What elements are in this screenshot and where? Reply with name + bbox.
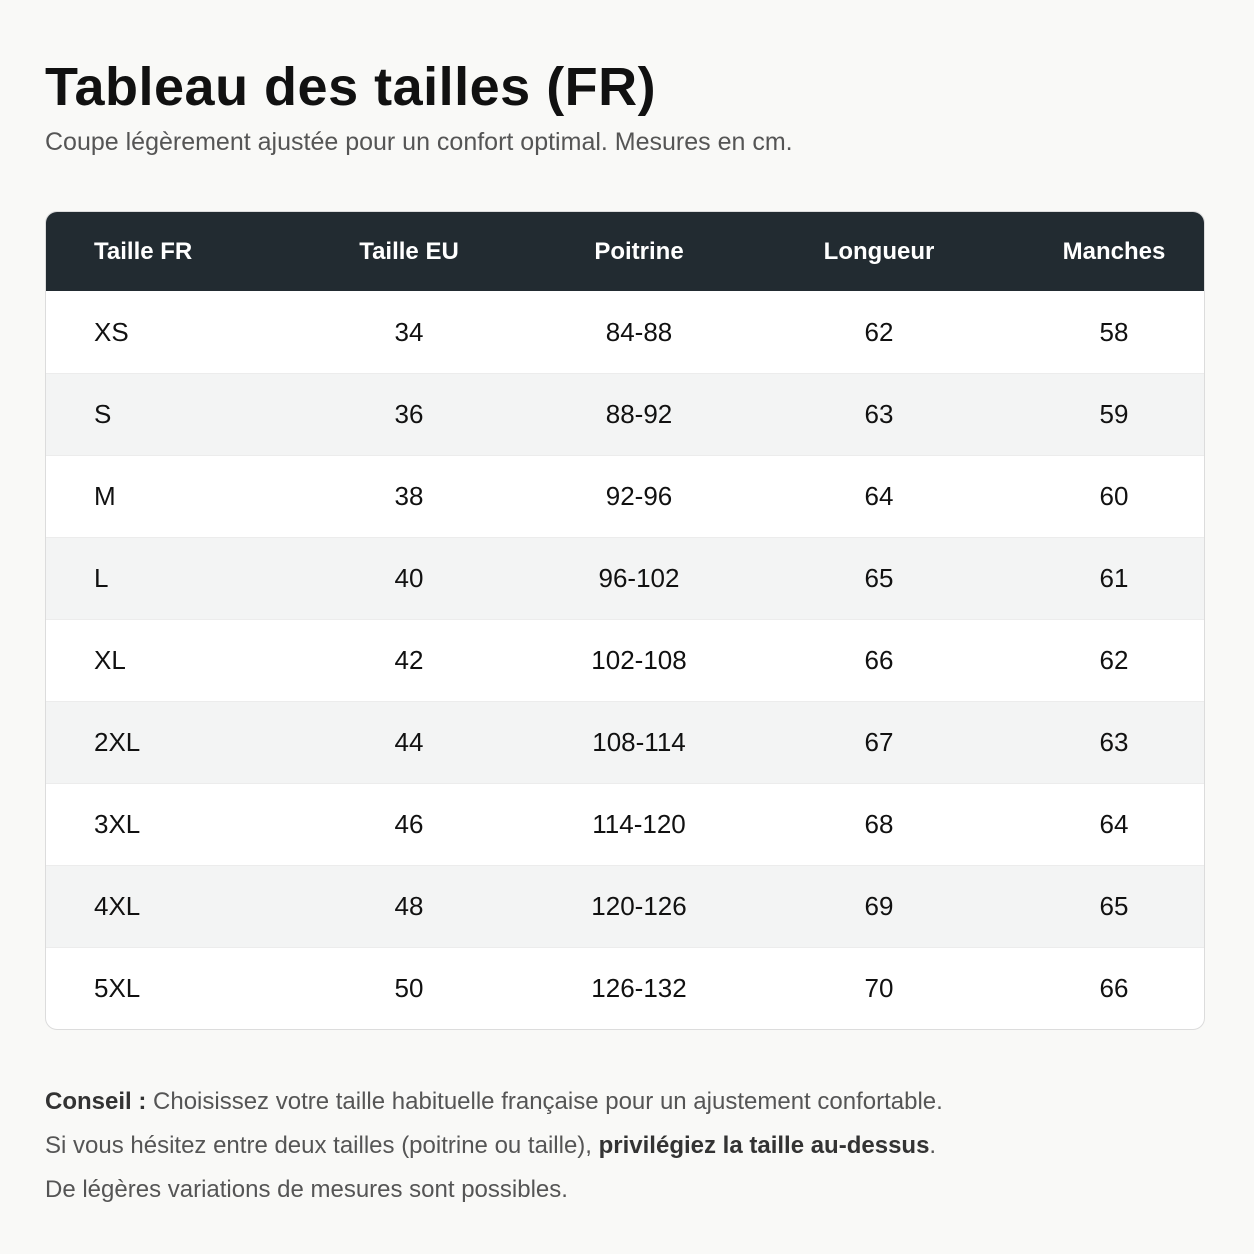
- header-longueur: Longueur: [823, 237, 935, 265]
- page-subtitle: Coupe légèrement ajustée pour un confort optimal. Mesures en cm.: [45, 128, 793, 156]
- cell-taille-fr: XS: [94, 316, 129, 347]
- cell-manches: 62: [1099, 645, 1129, 675]
- size-table: [45, 211, 1205, 1030]
- cell-longueur: 62: [864, 316, 894, 347]
- cell-longueur: 67: [864, 727, 894, 757]
- advice-text: Choisissez votre taille habituelle française pour un ajustement confortable.: [146, 1088, 943, 1115]
- cell-taille-fr: 5XL: [94, 973, 141, 1003]
- table-row: [46, 783, 1204, 865]
- cell-longueur: 63: [864, 399, 894, 429]
- size-advice-notes: [45, 1080, 943, 1212]
- cell-taille-fr: XL: [94, 645, 126, 675]
- cell-poitrine: 92-96: [605, 481, 673, 511]
- advice-line-3: [45, 1168, 943, 1212]
- advice-emphasis: privilégiez la taille au-dessus: [598, 1132, 930, 1159]
- cell-taille-eu: 34: [394, 316, 424, 347]
- table-row: [46, 619, 1204, 701]
- table-row: [46, 455, 1204, 537]
- cell-manches: 60: [1099, 481, 1129, 511]
- advice-label: Conseil :: [45, 1088, 147, 1115]
- cell-manches: 63: [1099, 727, 1129, 757]
- table-row: [46, 701, 1204, 783]
- table-row: [46, 865, 1204, 947]
- cell-taille-eu: 48: [394, 891, 424, 921]
- cell-taille-fr: 3XL: [94, 809, 141, 839]
- table-row: [46, 537, 1204, 619]
- cell-manches: 65: [1099, 891, 1129, 921]
- cell-poitrine: 126-132: [591, 973, 687, 1003]
- advice-line-1: [45, 1080, 943, 1124]
- header-taille-fr: Taille FR: [94, 237, 193, 265]
- table-header: [46, 212, 1204, 291]
- header-manches: Manches: [1062, 237, 1166, 265]
- cell-poitrine: 88-92: [605, 399, 673, 429]
- cell-longueur: 66: [864, 645, 894, 675]
- cell-manches: 58: [1099, 316, 1129, 347]
- cell-longueur: 65: [864, 563, 894, 593]
- cell-taille-eu: 50: [394, 973, 424, 1003]
- cell-poitrine: 84-88: [605, 316, 673, 347]
- cell-taille-eu: 44: [394, 727, 424, 757]
- cell-manches: 66: [1099, 973, 1129, 1003]
- page-title: Tableau des tailles (FR): [45, 57, 657, 117]
- header-taille-eu: Taille EU: [359, 237, 459, 265]
- cell-taille-fr: L: [94, 563, 109, 593]
- header-poitrine: Poitrine: [594, 237, 684, 265]
- cell-taille-eu: 40: [394, 563, 424, 593]
- cell-taille-eu: 46: [394, 809, 424, 839]
- cell-taille-eu: 42: [394, 645, 424, 675]
- cell-taille-fr: M: [94, 481, 116, 511]
- table-row: [46, 947, 1204, 1029]
- advice-period: .: [929, 1132, 937, 1159]
- cell-taille-fr: 4XL: [94, 891, 141, 921]
- cell-poitrine: 120-126: [591, 891, 687, 921]
- cell-taille-fr: S: [94, 399, 112, 429]
- advice-line-2: [45, 1124, 943, 1168]
- table-row: [46, 373, 1204, 455]
- cell-longueur: 69: [864, 891, 894, 921]
- cell-taille-eu: 36: [394, 399, 424, 429]
- cell-manches: 64: [1099, 809, 1129, 839]
- cell-poitrine: 96-102: [598, 563, 680, 593]
- cell-manches: 61: [1099, 563, 1129, 593]
- cell-manches: 59: [1099, 399, 1129, 429]
- advice-hesitation-text: Si vous hésitez entre deux tailles (poitrine ou taille),: [45, 1132, 599, 1159]
- cell-taille-eu: 38: [394, 481, 424, 511]
- table-row: [46, 291, 1204, 373]
- cell-poitrine: 114-120: [592, 809, 686, 839]
- cell-taille-fr: 2XL: [94, 727, 141, 757]
- cell-poitrine: 102-108: [591, 645, 687, 675]
- variation-note: De légères variations de mesures sont possibles.: [45, 1176, 568, 1203]
- table-body: [46, 291, 1204, 1029]
- cell-longueur: 68: [864, 809, 894, 839]
- cell-longueur: 70: [864, 973, 894, 1003]
- cell-longueur: 64: [864, 481, 894, 511]
- cell-poitrine: 108-114: [592, 727, 686, 757]
